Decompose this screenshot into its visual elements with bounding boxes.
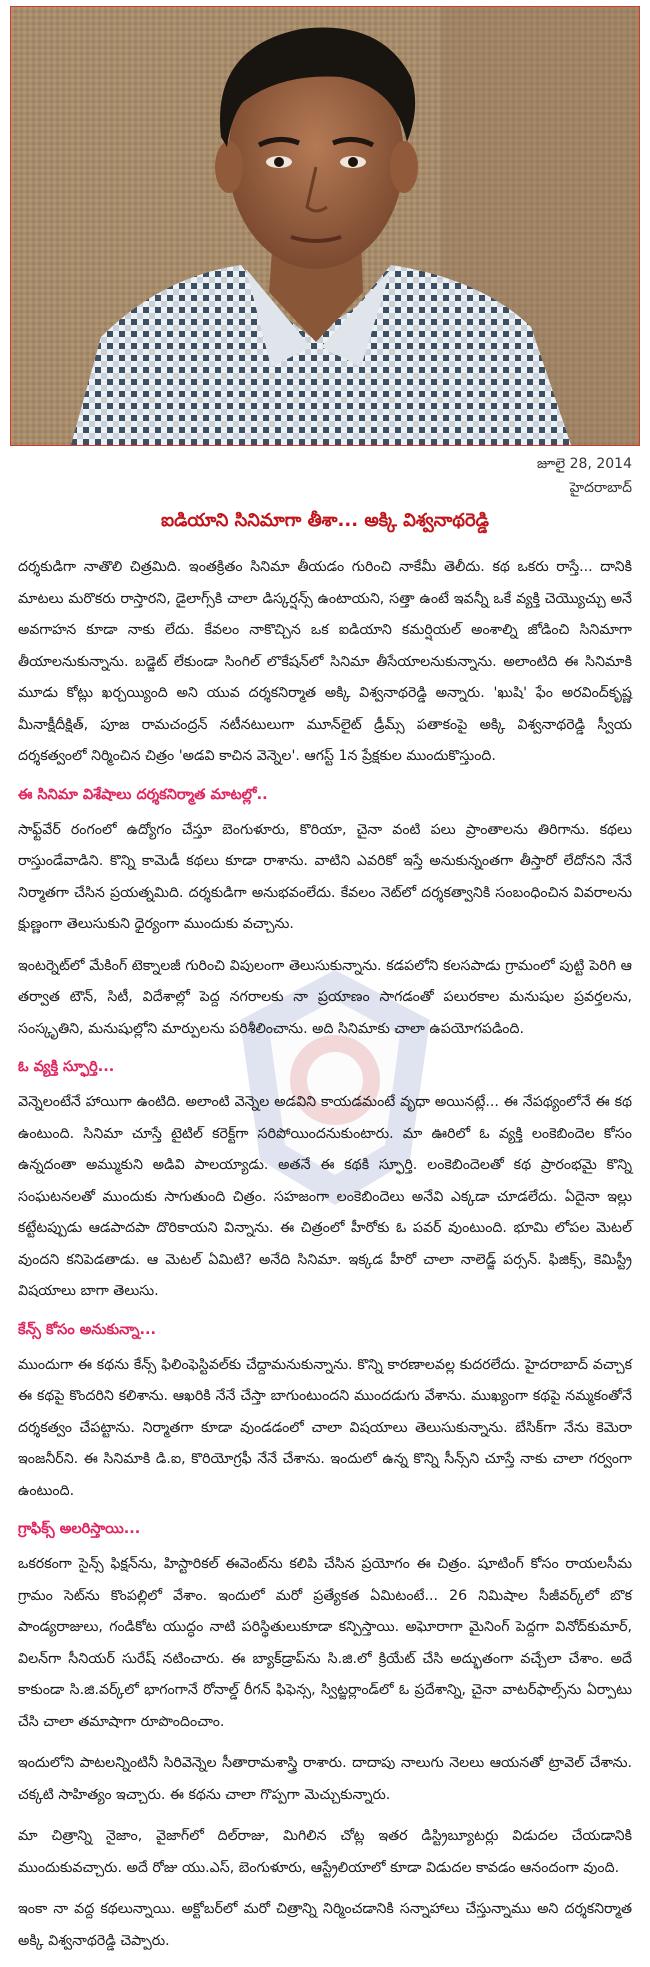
section-heading: కేన్స్ కోసం అనుకున్నా... bbox=[18, 1321, 157, 1338]
paragraph: మా చిత్రాన్ని నైజాం, వైజాగ్‌లో దిల్‌రాజు, మిగిలిన చోట్ల ఇతర డిస్ట్రిబ్యూటర్లు విడుదల చేయడానికి ముందుకువచ్చారు. అదే రోజు యు.ఎస్, బెంగుళూరు, ఆస్ట్రేలియాలో కూడా విడుదల కావడం ఆనందంగా వుంది. bbox=[18, 1828, 632, 1876]
location-label: హైదరాబాద్ bbox=[569, 480, 632, 496]
article-title: ఐడియాని సినిమాగా తీశా... అక్కి విశ్వనాథరెడ్డి bbox=[160, 510, 490, 531]
paragraph: సాఫ్ట్‌వేర్ రంగంలో ఉద్యోగం చేస్తూ బెంగుళూరు, కొరియా, చైనా వంటి పలు ప్రాంతాలను తిరిగాను. కథలు రాస్తుండేవాడిని. కొన్ని కామెడీ కథలు కూడా రాశాను. వాటిని ఎవరికో ఇస్తే అనుకున్నంతగా తీస్తారో లేదోనని నేనే నిర్మాతగా చేసిన ప్రయత్నమిది. దర్శకుడిగా అనుభవంలేదు. కేవలం నెట్‌లో దర్శకత్వానికి సంబంధించిన వివరాలను క్షుణ్ణంగా తెలుసుకుని ధైర్యంగా ముందుకు వచ్చాను. bbox=[18, 821, 632, 932]
paragraph: ఇంకా నా వద్ద కథలున్నాయి. అక్టోబర్‌లో మరో చిత్రాన్ని నిర్మించడానికి సన్నాహాలు చేస్తున్నాము అని దర్శకనిర్మాత అక్కి విశ్వనాథరెడ్డి చెప్పారు. bbox=[18, 1901, 632, 1949]
section-heading: ఓ వ్యక్తి స్ఫూర్తి... bbox=[18, 1059, 115, 1075]
paragraph: ఒకరకంగా సైన్స్ ఫిక్షన్‌ను, హిస్టారికల్ ఈవెంట్‌ను కలిపి చేసిన ప్రయోగం ఈ చిత్రం. షూటింగ్ కోసం రాయలసీమ గ్రామం సెట్‌ను కొంపల్లిలో వేశాం. ఇందులో మరో ప్రత్యేకత ఏమిటంటే... 26 నిమిషాల సీజీవర్క్‌లో బొక పాండ్యరాజులు, గండికోట యుద్ధం నాటి పరిస్థితులుకూడా కన్పిస్తాయి. అఘోరాగా మైనింగ్ పెద్దగా వినోద్‌కుమార్, విలన్‌గా సీనియర్ సురేష్ నటించారు. ఈ బ్యాక్‌డ్రాప్‌ను సి.జి.లో క్రియేట్ చేసి అద్భుతంగా వచ్చేలా చేశాం. అదే కాకుండా సి.జి.వర్క్‌లో భాగంగానే రోనాల్డ్ రీగన్ ఫిఫెన్స, స్విట్జర్లాండ్‌లో ఓ ప్రదేశాన్ని, చైనా వాటర్‌ఫాల్స్‌ను ఏర్పాటు చేసి చాలా తమాషాగా రూపొందించాం. bbox=[18, 1556, 632, 1730]
publish-date: జూలై 28, 2014 bbox=[536, 456, 632, 472]
portrait-photo bbox=[10, 6, 640, 446]
paragraph: ఇందులోని పాటలన్నింటినీ సిరివెన్నెల సీతారామశాస్త్రి రాశారు. దాదాపు నాలుగు నెలలు ఆయనతో ట్రావెల్ చేశాను. చక్కటి సాహిత్యం ఇచ్చారు. ఈ కథను చాలా గొప్పగా మెచ్చుకున్నారు. bbox=[18, 1755, 632, 1803]
paragraph: ముందుగా ఈ కథను కేన్స్ ఫిలింఫెస్టివల్‌కు చేద్దామనుకున్నాను. కొన్ని కారణాలవల్ల కుదరలేదు. హైదరాబాద్ వచ్చాక ఈ కథపై కొందరిని కలిశాను. ఆఖరికి నేనే చేస్తా బాగుంటుందని ముందడుగు వేశాను. ముఖ్యంగా కథపై నమ్మకంతోనే దర్శకత్వం చేపట్టాను. నిర్మాతగా కూడా వుండడంలో చాలా విషయాలు తెలుసుకున్నాను. బేసిక్‌గా నేను కెమెరా ఇంజనీర్‌ని. ఈ సినిమాకి డి.ఐ, కొరియోగ్రఫీ నేనే చేశాను. ఇందులో ఉన్న కొన్ని సీన్స్‌ని చూస్తే నాకు చాలా గర్వంగా ఉంటుంది. bbox=[18, 1356, 632, 1499]
article-body bbox=[18, 552, 632, 1967]
paragraph: వెన్నెలంటేనే హాయిగా ఉంటిది. అలాంటి వెన్నెల అడవిని కాయడమంటే వృధా అయినట్లే... ఈ నేపథ్యంలోనే ఈ కథ ఉంటుంది. సినిమా చూస్తే టైటిల్ కరెక్ట్‌గా సరిపోయిందనుకుంటారు. మా ఊరిలో ఓ వ్యక్తి లంకెబిందెల కోసం ఉన్నదంతా అమ్ముకుని అడివి పాలయ్యాడు. అతనే ఈ కథకి స్ఫూర్తి. లంకెబిందెలతో కథ ప్రారంభమై కొన్ని సంఘటనలతో ముందుకు సాగుతుంది చిత్రం. సహజంగా లంకెబిందెలు అనేవి ఎక్కడా చూడలేదు. ఏదైనా ఇల్లు కట్టేటప్పుడు ఆడపాదపా దొరికాయని విన్నాను. ఈ చిత్రంలో హీరోకు ఓ పవర్ వుంటుంది. భూమి లోపల మెటల్ వుందని కనిపెడతాడు. ఆ మెటల్ ఏమిటి? అనేది సినిమా. ఇక్కడ హీరో చాలా నాలెడ్జ్ పర్సన్. ఫిజిక్స్, కెమిస్ట్రీ విషయాలు బాగా తెలుసు. bbox=[18, 1094, 632, 1299]
section-heading: ఈ సినిమా విశేషాలు దర్శకనిర్మాత మాటల్లో.. bbox=[18, 786, 268, 803]
paragraph: ఇంటర్నెట్‌లో మేకింగ్ టెక్నాలజీ గురించి విపులంగా తెలుసుకున్నాను. కడపలోని కలసపాడు గ్రామంలో పుట్టి పెరిగి ఆ తర్వాత టౌన్, సిటీ, విదేశాల్లో పెద్ద నగరాలకు నా ప్రయాణం సాగడంతో పలురకాల మనుషుల ప్రవర్తలను, సంస్కృతిని, మనుషుల్లోని మార్పులను పరిశీలించాను. అది సినిమాకు చాలా ఉపయోగపడింది. bbox=[18, 957, 632, 1037]
section-heading: గ్రాఫిక్స్ అలరిస్తాయి... bbox=[18, 1521, 141, 1537]
paragraph: దర్శకుడిగా నాతొలి చిత్రమిది. ఇంతక్రితం సినిమా తీయడం గురించి నాకేమీ తెలీదు. కథ ఒకరు రాస్తే... దానికి మాటలు మరొకరు రాస్తారని, డైలాగ్స్‌కి చాలా డిస్కర్షన్స్ ఉంటాయని, సత్తా ఉంటే ఇవన్నీ ఒకే వ్యక్తి చెయ్యొచ్చు అనే అవగాహన కూడా నాకు లేదు. కేవలం నాకొచ్చిన ఒక ఐడియాని కమర్షియల్ అంశాల్ని జోడించి సినిమాగా తీయాలనుకున్నాను. బడ్జెట్ లేకుండా సింగిల్ లొకేషన్‌లో సినిమా తీసేయాలనుకున్నాను. అలాంటిది ఈ సినిమాకి మూడు కోట్లు ఖర్చయ్యింది అని యువ దర్శకనిర్మాత అక్కి విశ్వనాథరెడ్డి అన్నారు. 'ఖుషి' ఫేం అరవింద్‌కృష్ణ మీనాక్షీదీక్షిత్, పూజ రామచంద్రన్ నటీనటులుగా మూన్‌లైట్ డ్రీమ్స్ పతాకంపై అక్కి విశ్వనాథరెడ్డి స్వీయ దర్శకత్వంలో నిర్మించిన చిత్రం 'అడవి కాచిన వెన్నెల'. ఆగస్ట్ 1న ప్రేక్షకుల ముందుకొస్తుంది. bbox=[18, 559, 632, 764]
